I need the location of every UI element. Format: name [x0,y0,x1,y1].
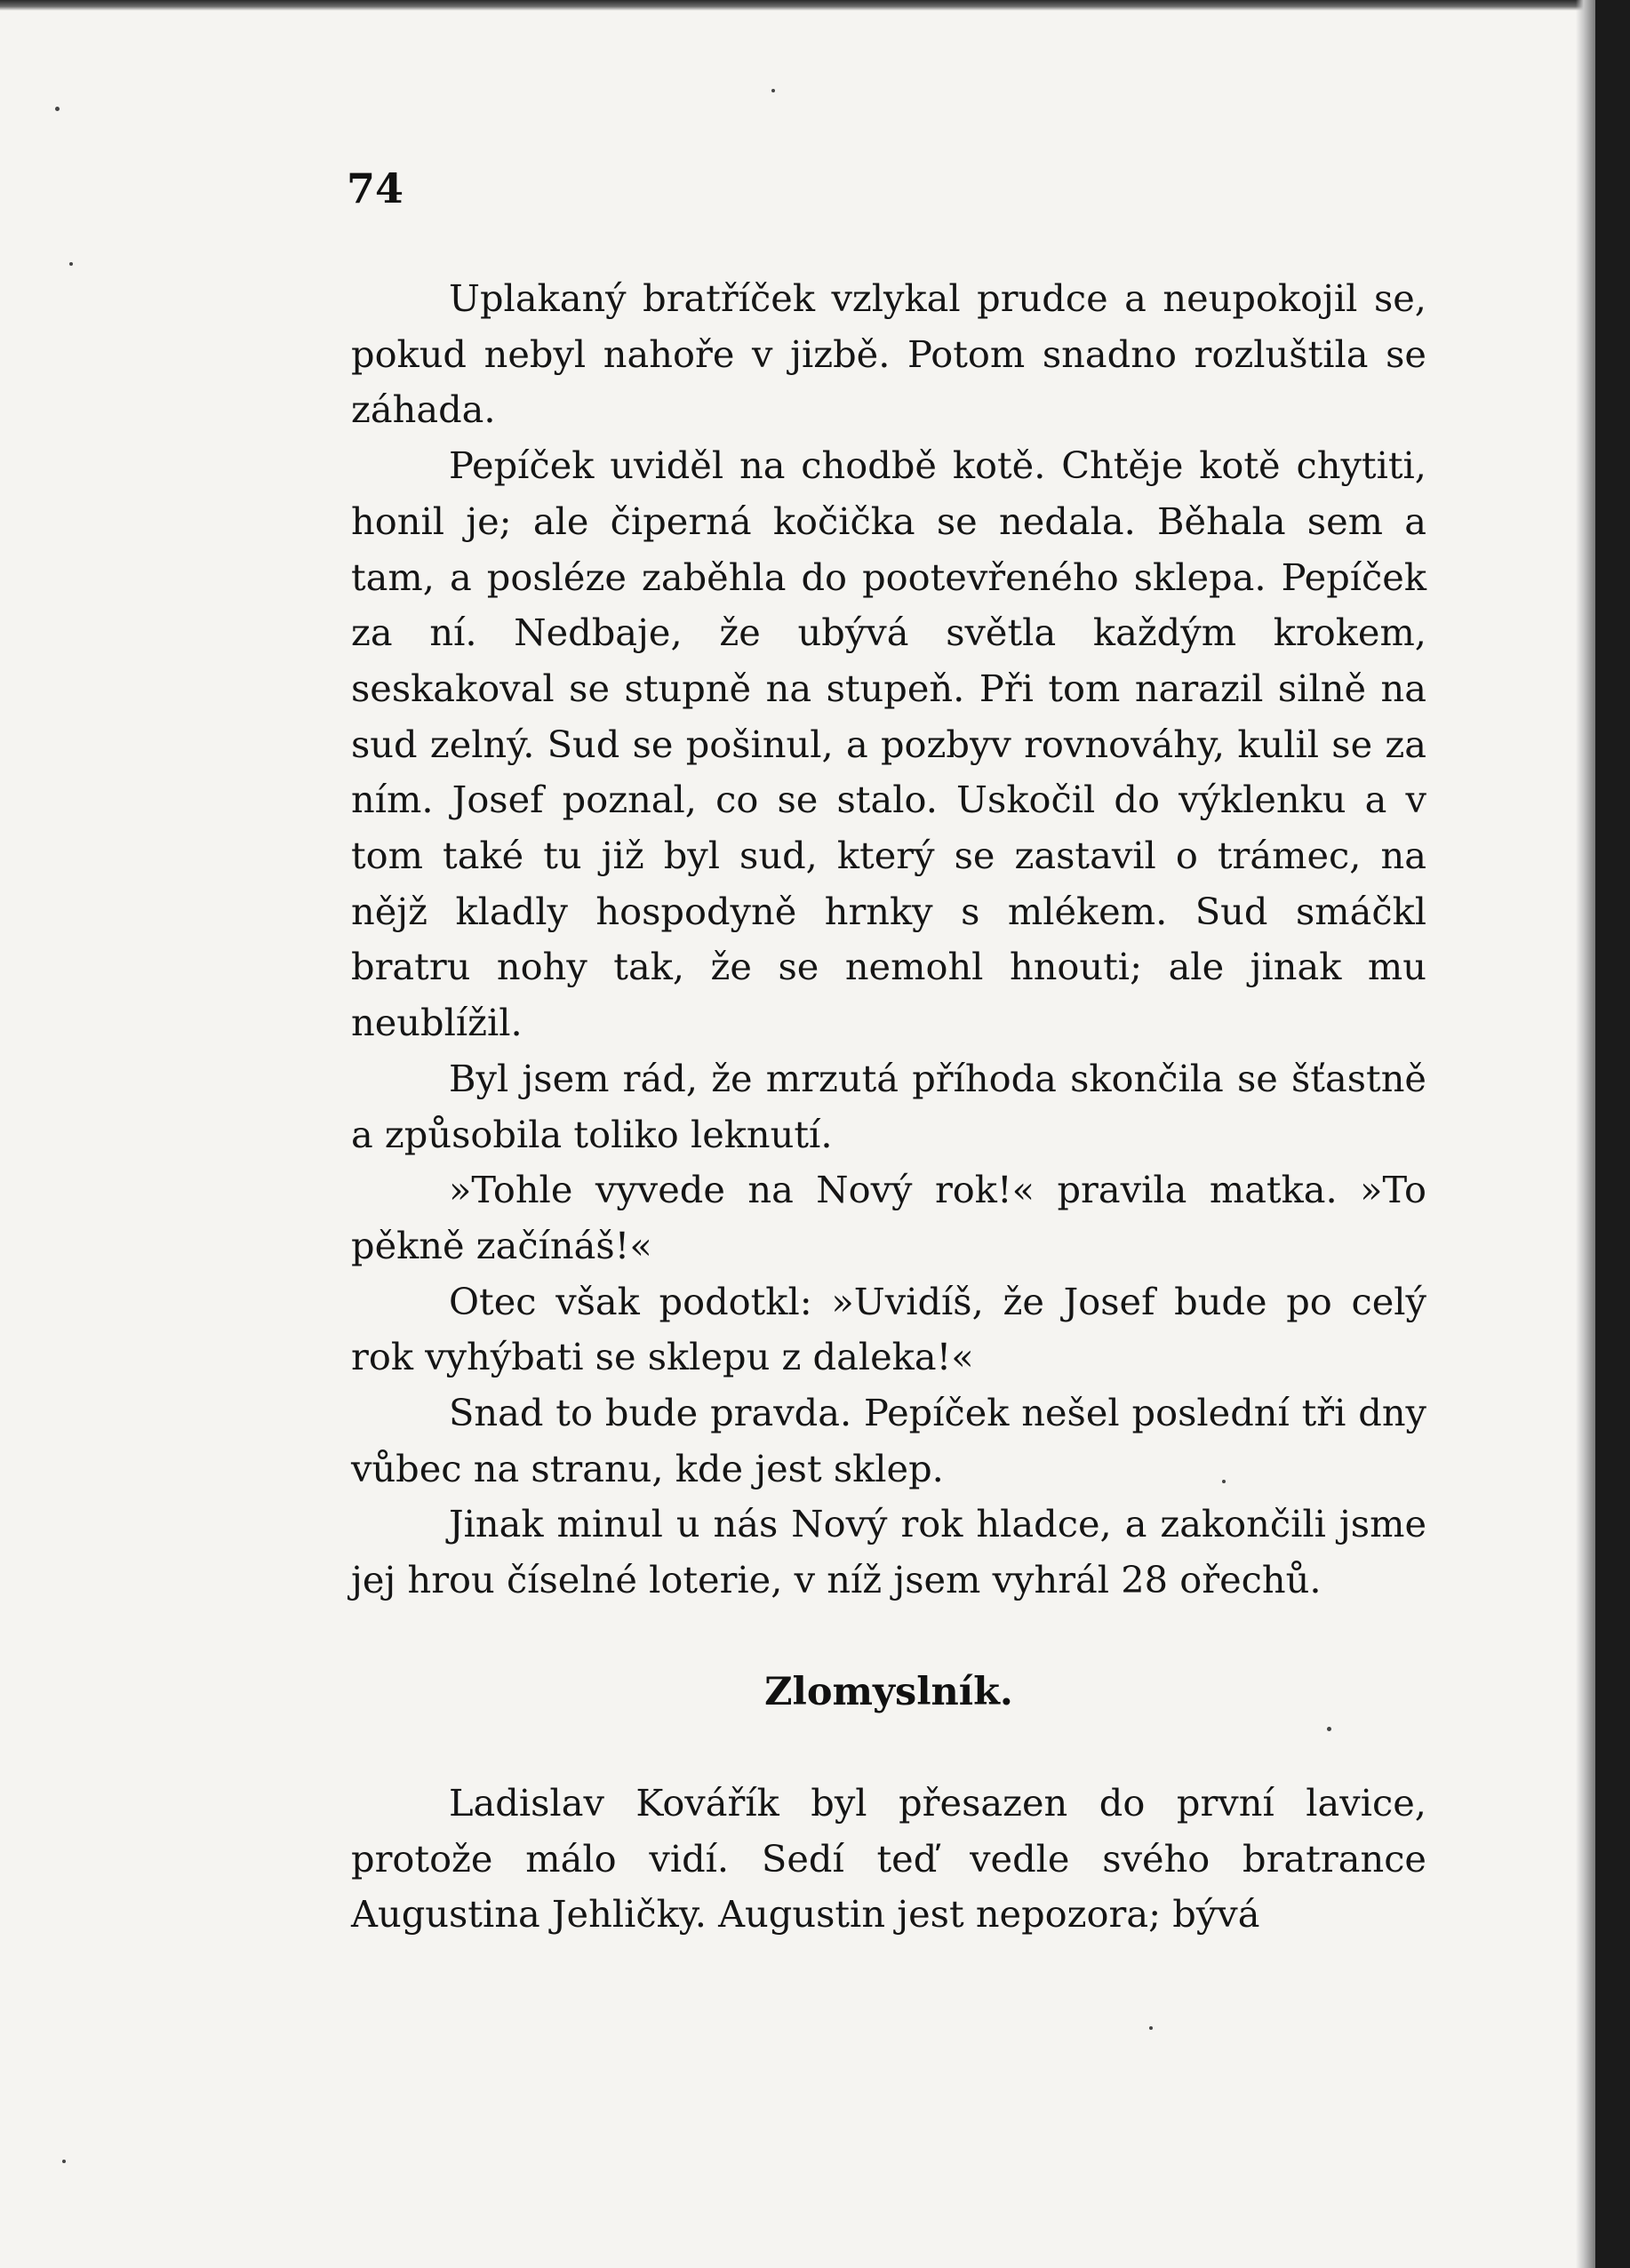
paragraph: Jinak minul u nás Nový rok hladce, a zakončili jsme jej hrou číselné loterie, v níž jsem vyhrál 28 ořechů. [351,1502,1426,1602]
paragraph: Ladislav Kovářík byl přesazen do první lavice, protože málo vidí. Sedí teď vedle svého bratrance Augustina Jehličky. Augustin jest nepozora; bývá [351,1780,1426,1937]
scan-speck [55,107,60,111]
scan-speck [1149,2026,1153,2030]
page-top-shadow [0,0,1595,11]
page-number: 74 [347,164,404,212]
scan-speck [69,262,73,266]
scan-speck [771,89,775,92]
scan-speck [62,2160,66,2163]
body-text [351,271,1426,1943]
paragraph: Snad to bude pravda. Pepíček nešel poslední tři dny vůbec na stranu, kde jest sklep. [351,1391,1426,1490]
section-title: Zlomyslník. [764,1669,1013,1714]
paragraph: »Tohle vyvede na Nový rok!« pravila matka. »To pěkně začínáš!« [351,1168,1426,1267]
paragraph: Uplakaný bratříček vzlykal prudce a neupokojil se, pokud nebyl nahoře v jizbě. Potom snadno rozluštila se záhada. [351,276,1426,432]
paragraph: Otec však podotkl: »Uvidíš, že Josef bude po celý rok vyhýbati se sklepu z daleka!« [351,1279,1426,1379]
paragraph: Pepíček uviděl na chodbě kotě. Chtěje kotě chytiti, honil je; ale čiperná kočička se nedala. Běhala sem a tam, a posléze zaběhla do pootevřeného sklepa. Pepíček za ní. Nedbaje, že ubývá světla každým krokem, seskakoval se stupně na stupeň. Při tom narazil silně na sud zelný. Sud se pošinul, a pozbyv rovnováhy, kulil se za ním. Josef poznal, co se stalo. Uskočil do výklenku a v tom také tu již byl sud, který se zastavil o trámec, na nějž kladly hospodyně hrnky s mlékem. Sud smáčkl bratru nohy tak, že se nemohl hnouti; ale jinak mu neublížil. [351,443,1426,1045]
page-right-shadow [1576,0,1595,2268]
paragraph: Byl jsem rád, že mrzutá příhoda skončila se šťastně a způsobila toliko leknutí. [351,1056,1426,1156]
